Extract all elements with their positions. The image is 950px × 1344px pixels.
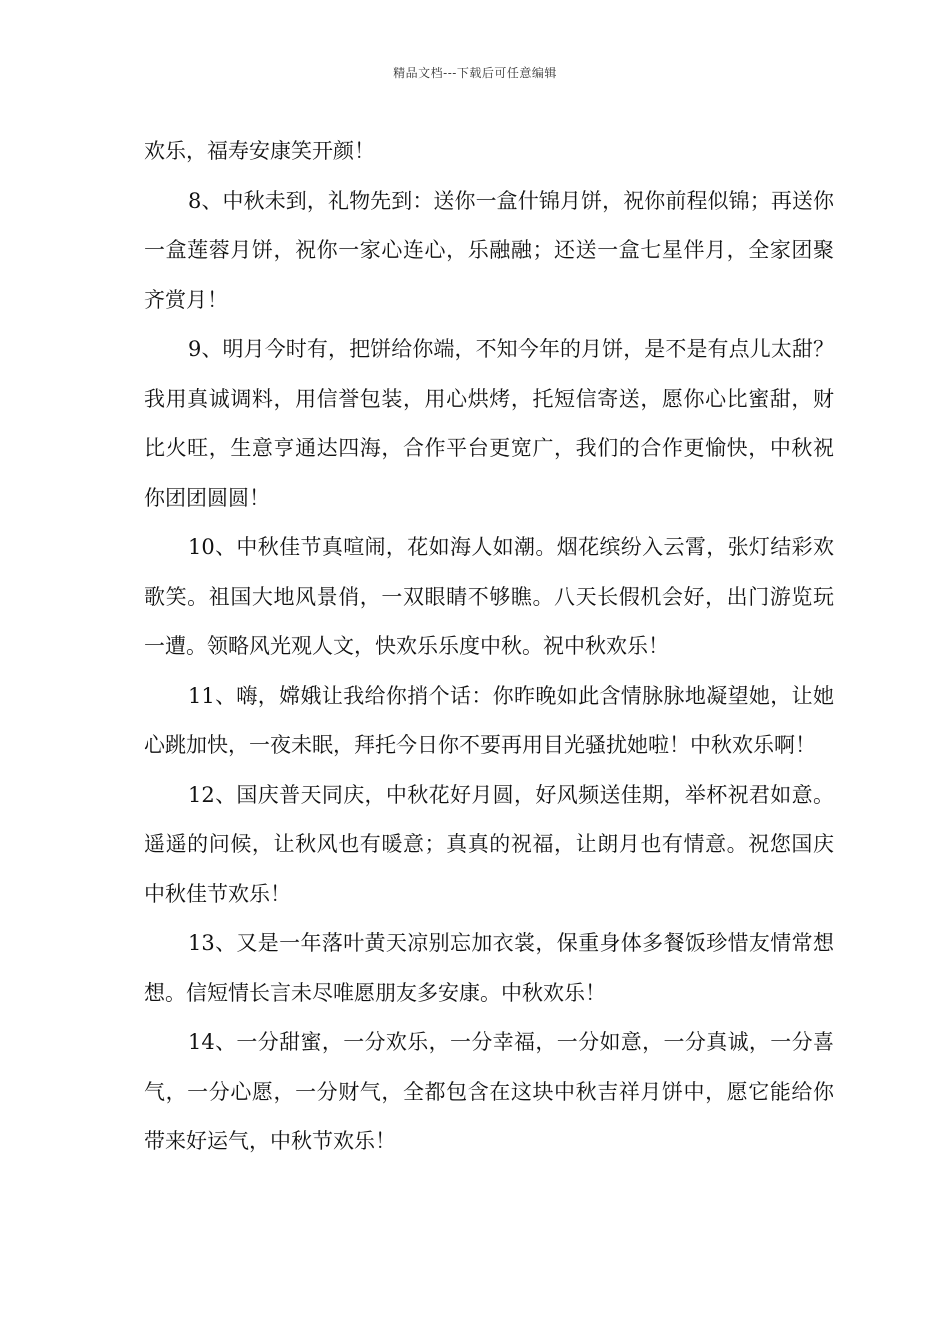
- paragraph-item-11: 11、嗨，嫦娥让我给你捎个话：你昨晚如此含情脉脉地凝望她，让她心跳加快，一夜未眠，拜托今日你不要再用目光骚扰她啦！中秋欢乐啊！: [144, 683, 834, 757]
- page-header: 精品文档---下载后可任意编辑: [393, 66, 557, 80]
- paragraph-item-10: 10、中秋佳节真喧闹，花如海人如潮。烟花缤纷入云霄，张灯结彩欢歌笑。祖国大地风景俏，一双眼睛不够瞧。八天长假机会好，出门游览玩一遭。领略风光观人文，快欢乐乐度中秋。祝中秋欢乐！: [144, 535, 834, 658]
- paragraph-item-13: 13、又是一年落叶黄天凉别忘加衣裳，保重身体多餐饭珍惜友情常想想。信短情长言未尽唯愿朋友多安康。中秋欢乐！: [144, 931, 834, 1005]
- paragraph-item-14: 14、一分甜蜜，一分欢乐，一分幸福，一分如意，一分真诚，一分喜气，一分心愿，一分财气，全都包含在这块中秋吉祥月饼中，愿它能给你带来好运气，中秋节欢乐！: [144, 1030, 834, 1153]
- document-body: [144, 127, 834, 1167]
- paragraph-item-9: 9、明月今时有，把饼给你端，不知今年的月饼，是不是有点儿太甜？我用真诚调料，用信誉包装，用心烘烤，托短信寄送，愿你心比蜜甜，财比火旺，生意亨通达四海，合作平台更宽广，我们的合作更愉快，中秋祝你团团圆圆！: [144, 337, 834, 510]
- paragraph-item-8: 8、中秋未到，礼物先到：送你一盒什锦月饼，祝你前程似锦；再送你一盒莲蓉月饼，祝你一家心连心，乐融融；还送一盒七星伴月，全家团聚齐赏月！: [144, 188, 834, 312]
- paragraph-continuation: 欢乐，福寿安康笑开颜！: [144, 139, 375, 163]
- paragraph-item-12: 12、国庆普天同庆，中秋花好月圆，好风频送佳期，举杯祝君如意。遥遥的问候，让秋风也有暖意；真真的祝福，让朗月也有情意。祝您国庆中秋佳节欢乐！: [144, 782, 834, 906]
